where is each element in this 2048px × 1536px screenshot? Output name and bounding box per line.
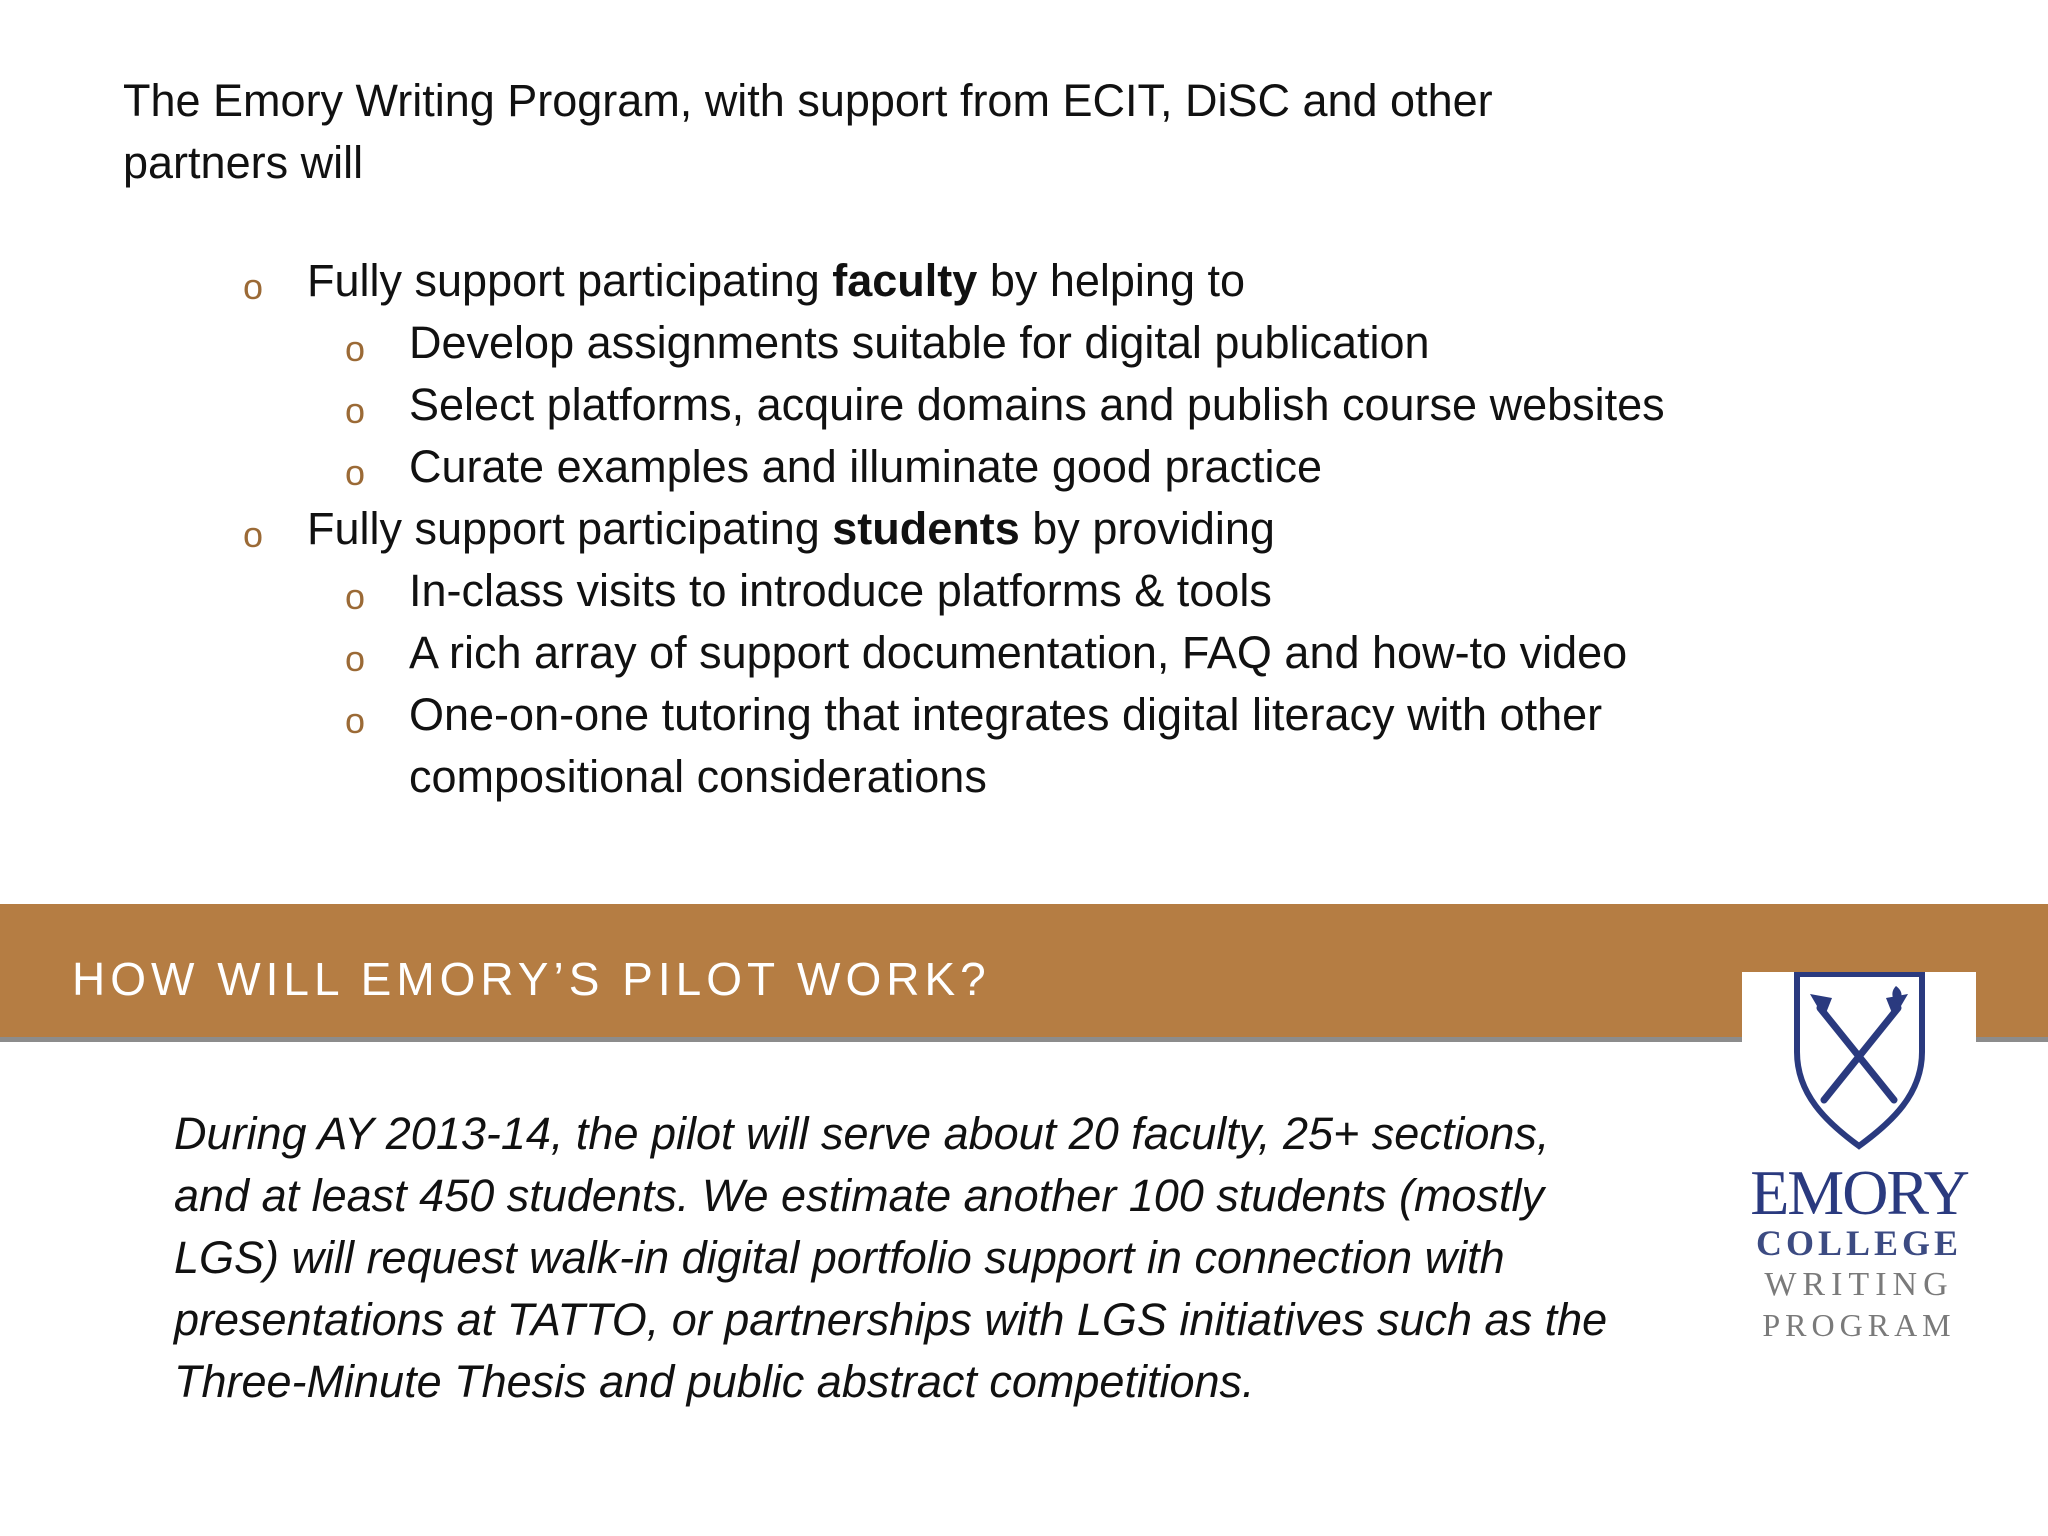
list-item-text: Fully support participating students by providing [307, 503, 1275, 554]
logo-text-college: COLLEGE [1755, 1223, 1963, 1263]
sub-list-item-text: A rich array of support documentation, FAQ and how-to video [409, 627, 1628, 678]
bold-keyword-faculty: faculty [832, 255, 978, 306]
bullet-marker: o [243, 266, 264, 307]
bullet-marker: o [345, 576, 366, 617]
bullet-marker: o [345, 700, 366, 741]
list-item-faculty [0, 250, 2048, 312]
emory-writing-program-logo [1742, 972, 1976, 1352]
list-item-students [0, 498, 2048, 560]
sub-list-item-text: One-on-one tutoring that integrates digital literacy with other [409, 689, 1603, 740]
sub-list-item-text: Develop assignments suitable for digital publication [409, 317, 1430, 368]
shield-icon [1742, 972, 1976, 1152]
sub-list-item-text: In-class visits to introduce platforms & tools [409, 565, 1272, 616]
sub-list-item [0, 374, 2048, 436]
logo-text-writing: WRITING [1764, 1266, 1954, 1303]
section-header-band [0, 904, 2048, 1042]
bold-keyword-students: students [832, 503, 1020, 554]
sub-list-item [0, 560, 2048, 622]
pilot-description: During AY 2013-14, the pilot will serve about 20 faculty, 25+ sections, and at least 450 students. We estimate another 100 students (mostly LGS) will request walk-in digital portfolio support in connection with presentations at TATTO, or partnerships with LGS initiatives such as the Three-Minute Thesis and public abstract competitions. [174, 1108, 1608, 1407]
logo-text-program: PROGRAM [1762, 1307, 1956, 1343]
logo-text-emory: EMORY [1750, 1157, 1968, 1228]
bullet-list [0, 250, 2048, 808]
sub-list-item [0, 684, 2048, 746]
sub-list-item [0, 622, 2048, 684]
bullet-marker: o [345, 328, 366, 369]
sub-list-item-continuation [0, 746, 2048, 808]
sub-list-item [0, 312, 2048, 374]
sub-list-item-text: Select platforms, acquire domains and publish course websites [409, 379, 1665, 430]
bullet-marker: o [345, 638, 366, 679]
list-item-text: Fully support participating faculty by helping to [307, 255, 1246, 306]
bullet-marker: o [345, 452, 366, 493]
intro-text: The Emory Writing Program, with support from ECIT, DiSC and other partners will [123, 75, 1493, 188]
section-title: HOW WILL EMORY’S PILOT WORK? [72, 953, 991, 1005]
sub-list-item [0, 436, 2048, 498]
bullet-marker: o [243, 514, 264, 555]
sub-list-item-text: Curate examples and illuminate good practice [409, 441, 1323, 492]
sub-list-item-text: compositional considerations [409, 751, 987, 802]
bullet-marker: o [345, 390, 366, 431]
